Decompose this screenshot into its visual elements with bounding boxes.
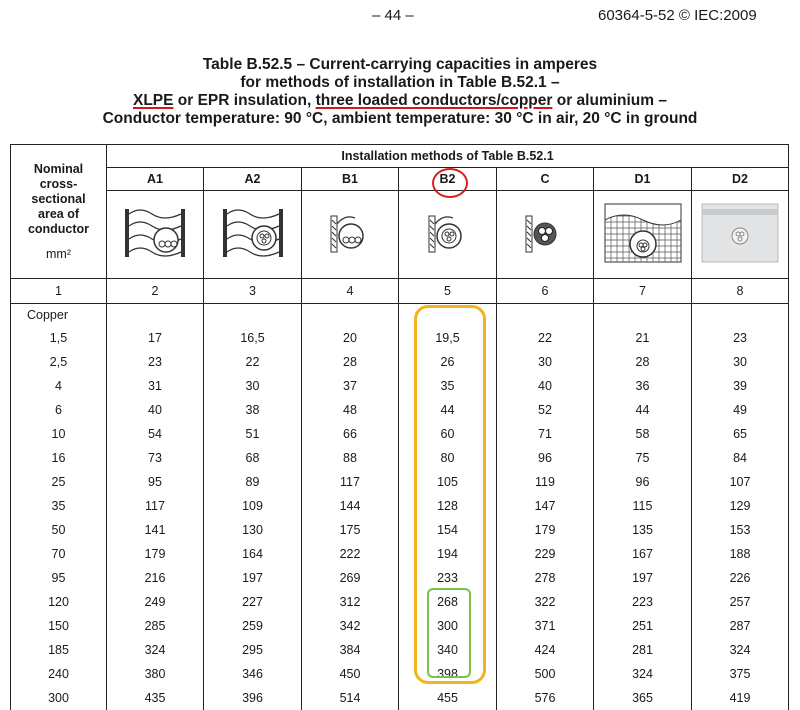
column-number: 6 bbox=[497, 279, 594, 304]
table-row bbox=[11, 494, 789, 518]
capacity-cell: 40 bbox=[497, 374, 594, 398]
table-row bbox=[11, 662, 789, 686]
capacity-cell: 16,5 bbox=[204, 326, 302, 350]
column-number: 3 bbox=[204, 279, 302, 304]
capacity-cell: 54 bbox=[107, 422, 204, 446]
column-number: 4 bbox=[302, 279, 399, 304]
capacity-cell: 20 bbox=[302, 326, 399, 350]
capacity-cell: 115 bbox=[594, 494, 692, 518]
insulated-wall-conduit-icon bbox=[122, 206, 188, 260]
capacity-cell: 49 bbox=[733, 403, 747, 417]
capacity-cell: 28 bbox=[302, 350, 399, 374]
capacity-cell: 21 bbox=[594, 326, 692, 350]
conductor-size-cell: 1,5 bbox=[11, 326, 107, 350]
capacity-cell: 287 bbox=[729, 619, 751, 633]
sketch-c bbox=[497, 191, 594, 279]
conductor-size-cell: 16 bbox=[11, 446, 107, 470]
capacity-cell: 147 bbox=[497, 494, 594, 518]
capacity-cell: 257 bbox=[729, 595, 751, 609]
sketch-b1 bbox=[302, 191, 399, 279]
capacity-cell: 128 bbox=[399, 494, 497, 518]
method-a2: A2 bbox=[204, 168, 302, 191]
capacity-cell: 44 bbox=[399, 398, 497, 422]
method-b1: B1 bbox=[302, 168, 399, 191]
capacity-cell: 396 bbox=[204, 686, 302, 710]
capacity-cell: 95 bbox=[107, 470, 204, 494]
table-row bbox=[11, 518, 789, 542]
capacity-cell: 269 bbox=[302, 566, 399, 590]
capacity-cell: 23 bbox=[107, 350, 204, 374]
capacity-cell: 153 bbox=[729, 523, 751, 537]
header-word: cross- bbox=[39, 176, 78, 191]
capacity-cell: 164 bbox=[204, 542, 302, 566]
capacity-cell: 141 bbox=[107, 518, 204, 542]
ground-duct-icon bbox=[603, 202, 683, 264]
capacity-cell: 324 bbox=[107, 638, 204, 662]
capacity-cell: 514 bbox=[302, 686, 399, 710]
capacity-cell: 450 bbox=[302, 662, 399, 686]
capacity-cell: 28 bbox=[594, 350, 692, 374]
capacity-cell: 23 bbox=[733, 331, 747, 345]
capacity-cell: 285 bbox=[107, 614, 204, 638]
capacity-cell: 249 bbox=[107, 590, 204, 614]
capacity-cell: 419 bbox=[729, 691, 751, 705]
capacity-cell: 223 bbox=[594, 590, 692, 614]
capacity-cell: 117 bbox=[302, 470, 399, 494]
cable-on-wall-icon bbox=[520, 206, 570, 260]
header-word: Nominal bbox=[33, 161, 84, 176]
capacity-cell: 197 bbox=[204, 566, 302, 590]
capacity-cell: 281 bbox=[594, 638, 692, 662]
capacity-cell: 144 bbox=[302, 494, 399, 518]
capacity-cell: 268 bbox=[399, 590, 497, 614]
capacity-cell: 259 bbox=[204, 614, 302, 638]
table-row bbox=[11, 614, 789, 638]
method-d2: D2 bbox=[692, 168, 789, 191]
conductor-size-cell: 150 bbox=[11, 614, 107, 638]
capacity-cell: 194 bbox=[399, 542, 497, 566]
capacity-cell: 36 bbox=[594, 374, 692, 398]
method-b2: B2 bbox=[399, 168, 497, 191]
capacity-cell: 384 bbox=[302, 638, 399, 662]
capacity-cell: 576 bbox=[497, 686, 594, 710]
conductor-size-cell: 35 bbox=[11, 494, 107, 518]
capacity-cell: 278 bbox=[497, 566, 594, 590]
capacity-cell: 197 bbox=[594, 566, 692, 590]
capacity-cell: 96 bbox=[497, 446, 594, 470]
unit-label: mm² bbox=[46, 246, 71, 261]
group-header: Installation methods of Table B.52.1 bbox=[107, 145, 789, 168]
capacity-cell: 295 bbox=[204, 638, 302, 662]
sketch-d2 bbox=[692, 191, 789, 279]
method-c: C bbox=[497, 168, 594, 191]
table-row bbox=[11, 686, 789, 710]
standard-reference: 60364-5-52 © IEC:2009 bbox=[598, 7, 757, 24]
capacity-table bbox=[10, 144, 789, 710]
capacity-cell: 109 bbox=[204, 494, 302, 518]
capacity-cell: 35 bbox=[399, 374, 497, 398]
table-row bbox=[11, 542, 789, 566]
header-word: area of bbox=[38, 206, 79, 221]
capacity-cell: 324 bbox=[729, 643, 751, 657]
capacity-cell: 300 bbox=[399, 614, 497, 638]
capacity-cell: 88 bbox=[302, 446, 399, 470]
capacity-cell: 251 bbox=[594, 614, 692, 638]
conductor-size-cell: 95 bbox=[11, 566, 107, 590]
direct-buried-icon bbox=[700, 202, 780, 264]
capacity-cell: 30 bbox=[204, 374, 302, 398]
conductor-size-cell: 70 bbox=[11, 542, 107, 566]
capacity-cell: 51 bbox=[204, 422, 302, 446]
title-line-2: for methods of installation in Table B.52.1 – bbox=[240, 74, 560, 91]
conductor-size-cell: 185 bbox=[11, 638, 107, 662]
capacity-cell: 58 bbox=[594, 422, 692, 446]
capacity-cell: 71 bbox=[497, 422, 594, 446]
capacity-cell: 19,5 bbox=[399, 326, 497, 350]
capacity-cell: 340 bbox=[399, 638, 497, 662]
title-line-4: Conductor temperature: 90 °C, ambient temperature: 30 °C in air, 20 °C in ground bbox=[102, 110, 698, 127]
capacity-cell: 135 bbox=[594, 518, 692, 542]
first-column-header bbox=[11, 145, 107, 279]
table-row bbox=[11, 422, 789, 446]
capacity-cell: 30 bbox=[497, 350, 594, 374]
column-number: 8 bbox=[692, 279, 789, 304]
capacity-cell: 30 bbox=[733, 355, 747, 369]
header-word: sectional bbox=[31, 191, 86, 206]
capacity-cell: 380 bbox=[107, 662, 204, 686]
capacity-cell: 65 bbox=[733, 427, 747, 441]
method-a1: A1 bbox=[107, 168, 204, 191]
capacity-cell: 84 bbox=[733, 451, 747, 465]
table-row bbox=[11, 398, 789, 422]
capacity-cell: 17 bbox=[107, 326, 204, 350]
capacity-cell: 39 bbox=[733, 379, 747, 393]
header-word: conductor bbox=[27, 221, 90, 236]
capacity-cell: 322 bbox=[497, 590, 594, 614]
table-row bbox=[11, 350, 789, 374]
table-row bbox=[11, 470, 789, 494]
conductor-size-cell: 6 bbox=[11, 398, 107, 422]
capacity-cell: 233 bbox=[399, 566, 497, 590]
capacity-cell: 375 bbox=[729, 667, 751, 681]
column-number: 2 bbox=[107, 279, 204, 304]
capacity-cell: 31 bbox=[107, 374, 204, 398]
title-line-3-end: or aluminium – bbox=[552, 92, 667, 109]
table-row bbox=[11, 566, 789, 590]
column-number: 7 bbox=[594, 279, 692, 304]
underlined-three-loaded-copper: three loaded conductors/copper bbox=[315, 92, 553, 109]
capacity-cell: 179 bbox=[107, 542, 204, 566]
sketch-b2 bbox=[399, 191, 497, 279]
capacity-cell: 227 bbox=[204, 590, 302, 614]
table-row bbox=[11, 374, 789, 398]
capacity-cell: 500 bbox=[497, 662, 594, 686]
sketch-a2 bbox=[204, 191, 302, 279]
capacity-cell: 346 bbox=[204, 662, 302, 686]
conductor-size-cell: 300 bbox=[11, 686, 107, 710]
table-row bbox=[11, 326, 789, 350]
capacity-cell: 68 bbox=[204, 446, 302, 470]
underlined-xlpe: XLPE bbox=[132, 92, 174, 109]
capacity-cell: 324 bbox=[594, 662, 692, 686]
capacity-cell: 48 bbox=[302, 398, 399, 422]
title-line-3 bbox=[0, 92, 800, 110]
capacity-cell: 80 bbox=[399, 446, 497, 470]
wall-conduit-multicore-icon bbox=[423, 206, 473, 260]
method-d1: D1 bbox=[594, 168, 692, 191]
conductor-size-cell: 2,5 bbox=[11, 350, 107, 374]
column-number: 5 bbox=[399, 279, 497, 304]
capacity-cell: 371 bbox=[497, 614, 594, 638]
large-sizes-highlight bbox=[427, 588, 471, 678]
capacity-cell: 312 bbox=[302, 590, 399, 614]
capacity-cell: 73 bbox=[107, 446, 204, 470]
wall-conduit-single-cores-icon bbox=[325, 206, 375, 260]
capacity-cell: 96 bbox=[594, 470, 692, 494]
capacity-cell: 40 bbox=[107, 398, 204, 422]
capacity-cell: 60 bbox=[399, 422, 497, 446]
capacity-cell: 129 bbox=[729, 499, 751, 513]
table-row bbox=[11, 590, 789, 614]
capacity-cell: 154 bbox=[399, 518, 497, 542]
capacity-cell: 22 bbox=[204, 350, 302, 374]
sketch-d1 bbox=[594, 191, 692, 279]
sketch-a1 bbox=[107, 191, 204, 279]
title-line-1: Table B.52.5 – Current-carrying capacities in amperes bbox=[202, 56, 598, 73]
capacity-cell: 424 bbox=[497, 638, 594, 662]
capacity-cell: 398 bbox=[399, 662, 497, 686]
conductor-size-cell: 25 bbox=[11, 470, 107, 494]
capacity-cell: 107 bbox=[729, 475, 751, 489]
capacity-cell: 435 bbox=[107, 686, 204, 710]
insulated-wall-multicore-icon bbox=[220, 206, 286, 260]
capacity-cell: 105 bbox=[399, 470, 497, 494]
capacity-cell: 52 bbox=[497, 398, 594, 422]
capacity-cell: 26 bbox=[399, 350, 497, 374]
capacity-cell: 37 bbox=[302, 374, 399, 398]
capacity-cell: 44 bbox=[594, 398, 692, 422]
capacity-cell: 455 bbox=[399, 686, 497, 710]
capacity-cell: 167 bbox=[594, 542, 692, 566]
table-row bbox=[11, 638, 789, 662]
table-row bbox=[11, 446, 789, 470]
conductor-size-cell: 50 bbox=[11, 518, 107, 542]
capacity-cell: 66 bbox=[302, 422, 399, 446]
capacity-cell: 175 bbox=[302, 518, 399, 542]
conductor-size-cell: 240 bbox=[11, 662, 107, 686]
capacity-cell: 38 bbox=[204, 398, 302, 422]
capacity-cell: 342 bbox=[302, 614, 399, 638]
conductor-size-cell: 4 bbox=[11, 374, 107, 398]
capacity-cell: 226 bbox=[729, 571, 751, 585]
capacity-cell: 365 bbox=[594, 686, 692, 710]
capacity-cell: 229 bbox=[497, 542, 594, 566]
title-line-3-text: or EPR insulation, bbox=[173, 92, 316, 109]
capacity-cell: 222 bbox=[302, 542, 399, 566]
capacity-cell: 216 bbox=[107, 566, 204, 590]
page-number: – 44 – bbox=[372, 7, 414, 24]
capacity-cell: 119 bbox=[497, 470, 594, 494]
capacity-cell: 188 bbox=[729, 547, 751, 561]
conductor-size-cell: 10 bbox=[11, 422, 107, 446]
section-label-copper: Copper bbox=[11, 304, 107, 327]
capacity-cell: 22 bbox=[497, 326, 594, 350]
capacity-cell: 117 bbox=[107, 494, 204, 518]
b2-header-circle bbox=[432, 168, 468, 198]
table-title bbox=[0, 56, 800, 128]
capacity-cell: 75 bbox=[594, 446, 692, 470]
column-number: 1 bbox=[11, 279, 107, 304]
capacity-cell: 179 bbox=[497, 518, 594, 542]
conductor-size-cell: 120 bbox=[11, 590, 107, 614]
capacity-cell: 89 bbox=[204, 470, 302, 494]
capacity-cell: 130 bbox=[204, 518, 302, 542]
